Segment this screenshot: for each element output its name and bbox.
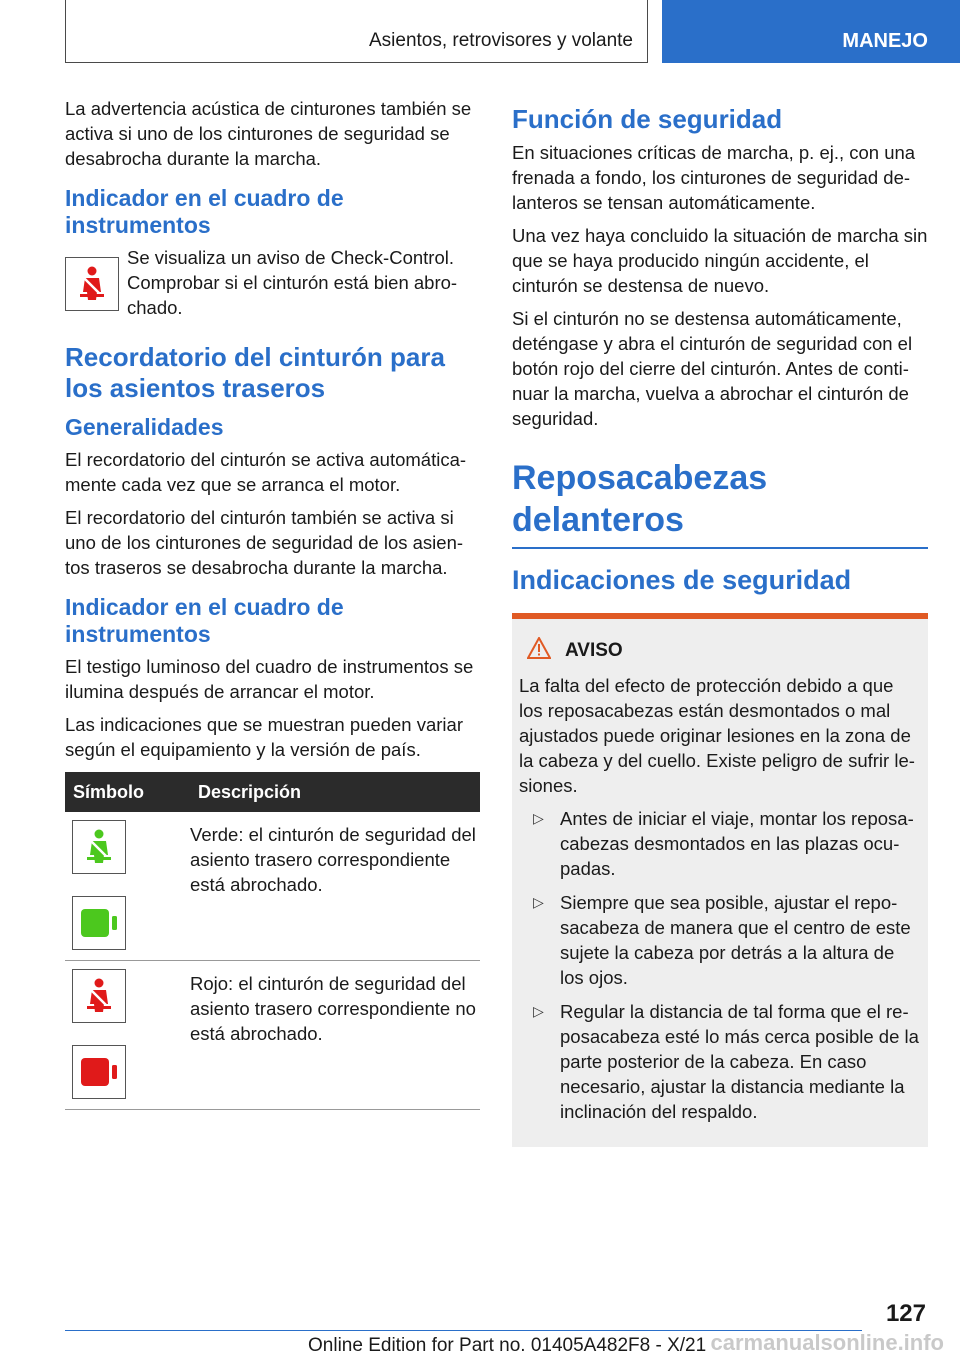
symbol-table — [65, 772, 480, 1110]
col-desc-header: Descripción — [198, 781, 302, 802]
watermark: carmanualsonline.info — [710, 1330, 944, 1355]
heading-indicador-1: Indicador en el cuadro de instrumentos — [65, 185, 344, 238]
table-header — [65, 772, 480, 812]
funcion-p3: Si el cinturón no se destensa automáticamente, deténgase y abra el cinturón de seguridad con el botón rojo del cierre del cinturón. Antes de continuar la marcha, vuelva a abrochar el cinturón de seguridad. — [512, 308, 913, 429]
heading-generalidades: Generalidades — [65, 414, 224, 440]
table-row — [65, 961, 480, 1110]
intro-paragraph: La advertencia acústica de cinturones también se activa si uno de los cinturones de seguridad se desabrocha durante la marcha. — [65, 98, 472, 169]
list-item-text: Regular la distancia de tal forma que el reposacabeza esté lo más cerca posible de la parte posterior de la cabeza. En caso necesario, ajustar la distancia mediante la inclinación del respaldo. — [560, 1001, 919, 1122]
indicador-2-p1: El testigo luminoso del cuadro de instrumentos se ilumina después de arrancar el motor. — [65, 656, 474, 702]
list-item-text: Antes de iniciar el viaje, montar los reposacabezas desmontados en las plazas ocupadas. — [560, 808, 914, 879]
warning-triangle-icon — [527, 637, 551, 665]
heading-reposacabezas: Reposacabezas delanteros — [512, 457, 928, 549]
list-item-text: Siempre que sea posible, ajustar el reposacabeza de manera que el centro de este sujete la cabeza por detrás a la altura de los ojos. — [560, 892, 911, 988]
table-row — [65, 812, 480, 961]
list-item — [533, 890, 920, 990]
indicator-row — [65, 245, 480, 320]
col-symbol-header: Símbolo — [73, 781, 144, 802]
heading-indicaciones: Indicaciones de seguridad — [512, 565, 852, 595]
heading-funcion: Función de seguridad — [512, 104, 783, 134]
list-item — [533, 999, 920, 1124]
heading-indicador-2: Indicador en el cuadro de instrumentos — [65, 594, 344, 647]
generalidades-p1: El recordatorio del cinturón se activa automáticamente cada vez que se arranca el motor. — [65, 449, 467, 495]
desc-cell: Verde: el cinturón de seguridad del asiento trasero correspondiente está abrochado. — [190, 824, 476, 895]
right-column — [512, 96, 928, 1147]
seatbelt-red-icon — [65, 257, 119, 311]
symbol-cell — [65, 969, 190, 1099]
indicador-1-text: Se visualiza un aviso de Check-Control. Comprobar si el cinturón está bien abrochado. — [127, 247, 458, 318]
seatbelt-green-icon — [72, 820, 126, 874]
page-number: 127 — [885, 1300, 926, 1327]
warning-box — [512, 613, 928, 1147]
funcion-p1: En situaciones críticas de marcha, p. ej., con una frenada a fondo, los cinturones de seguridad delanteros se tensan automáticamente. — [512, 142, 916, 213]
symbol-cell — [65, 820, 190, 950]
section-title: Asientos, retrovisores y volante — [368, 30, 633, 51]
desc-cell: Rojo: el cinturón de seguridad del asiento trasero correspondiente no está abrochado. — [190, 973, 476, 1044]
seatbelt-red-icon — [72, 969, 126, 1023]
funcion-p2: Una vez haya concluido la situación de marcha sin que se haya producido ningún accidente, el cinturón se destensa de nuevo. — [512, 225, 928, 296]
indicador-2-p2: Las indicaciones que se muestran pueden variar según el equipamiento y la versión de país. — [65, 714, 463, 760]
seat-red-icon — [72, 1045, 126, 1099]
warning-text: La falta del efecto de protección debido a que los reposacabezas están desmontados o mal ajustados puede originar lesiones en la zona de la cabeza y del cuello. Existe peligro de sufrir lesiones. — [519, 675, 915, 796]
generalidades-p2: El recordatorio del cinturón también se activa si uno de los cinturones de seguridad de los asientos traseros se desabrocha durante la marcha. — [65, 507, 464, 578]
seat-green-icon — [72, 896, 126, 950]
left-column — [65, 96, 480, 1110]
warning-title: AVISO — [565, 640, 623, 661]
triangle-bullet-icon: ▷ — [533, 1003, 544, 1019]
warning-list — [519, 806, 920, 1124]
footer-edition: Online Edition for Part no. 01405A482F8 - X/21 — [308, 1335, 707, 1356]
triangle-bullet-icon: ▷ — [533, 810, 544, 826]
list-item — [533, 806, 920, 881]
heading-recordatorio: Recordatorio del cinturón para los asientos traseros — [65, 342, 445, 403]
warning-title-row — [527, 637, 920, 665]
header-section-box — [65, 0, 648, 63]
chapter-tab[interactable]: MANEJO — [662, 0, 960, 63]
triangle-bullet-icon: ▷ — [533, 894, 544, 910]
